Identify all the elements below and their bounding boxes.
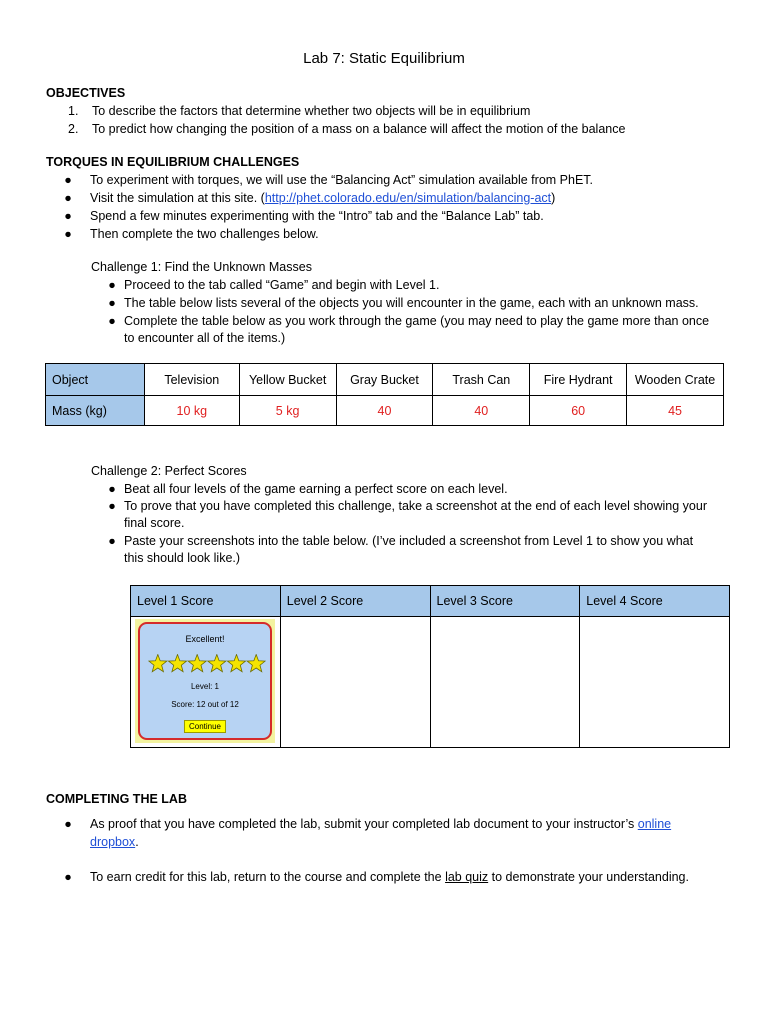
phet-simulation-link[interactable]: http://phet.colorado.edu/en/simulation/balancing-act — [264, 191, 552, 205]
bullet-text: Paste your screenshots into the table below. (I’ve included a screenshot from Level 1 to show you what — [124, 534, 694, 548]
level-1-screenshot — [135, 619, 275, 743]
star-icon — [208, 655, 226, 672]
bullet-item — [106, 497, 707, 515]
mass-cell[interactable]: 5 kg — [239, 396, 336, 426]
objective-item — [68, 102, 530, 120]
bullet-text-end: . — [135, 835, 139, 849]
object-cell: Television — [144, 364, 239, 396]
bullet-text-continued: this should look like.) — [124, 551, 241, 565]
bullet-item — [62, 207, 544, 225]
level-3-screenshot-cell[interactable] — [430, 617, 580, 748]
mass-cell[interactable]: 10 kg — [144, 396, 239, 426]
bullet-text: To experiment with torques, we will use the “Balancing Act” simulation available from PhET. — [90, 173, 594, 187]
bullet-icon: ● — [108, 296, 116, 310]
bullet-icon: ● — [108, 534, 116, 548]
objective-text: To describe the factors that determine whether two objects will be in equilibrium — [92, 104, 531, 118]
bullet-text-continued: final score. — [124, 516, 185, 530]
lab-quiz-link[interactable]: lab quiz — [445, 870, 489, 884]
result-level: Level: 1 — [190, 682, 220, 691]
objective-number: 1. — [68, 104, 79, 118]
level-3-score-header: Level 3 Score — [430, 586, 580, 617]
bullet-item — [62, 868, 689, 886]
completing-heading: COMPLETING THE LAB — [46, 792, 187, 806]
star-rating — [148, 654, 266, 674]
mass-cell[interactable]: 45 — [627, 396, 724, 426]
objective-number: 2. — [68, 122, 79, 136]
bullet-text-continued: to encounter all of the items.) — [124, 331, 286, 345]
bullet-text: Proceed to the tab called “Game” and begin with Level 1. — [124, 278, 440, 292]
star-icon — [247, 655, 265, 672]
mass-cell[interactable]: 40 — [433, 396, 530, 426]
bullet-text-end: to demonstrate your understanding. — [488, 870, 689, 884]
object-cell: Fire Hydrant — [530, 364, 627, 396]
object-row — [46, 364, 724, 396]
bullet-icon: ● — [108, 278, 116, 292]
bullet-text: As proof that you have completed the lab, submit your completed lab document to your instructor’s — [90, 817, 638, 831]
bullet-text: Visit the simulation at this site. ( — [90, 191, 265, 205]
mass-row — [46, 396, 724, 426]
continue-button[interactable]: Continue — [184, 720, 226, 733]
level-4-score-header: Level 4 Score — [580, 586, 730, 617]
level-2-score-header: Level 2 Score — [280, 586, 430, 617]
star-icon — [149, 655, 167, 672]
star-icon — [227, 655, 245, 672]
score-header-row — [131, 586, 730, 617]
bullet-icon: ● — [64, 173, 72, 187]
objectives-heading: OBJECTIVES — [46, 86, 126, 100]
level-1-score-header: Level 1 Score — [131, 586, 281, 617]
star-icon — [188, 655, 206, 672]
mass-cell[interactable]: 60 — [530, 396, 627, 426]
bullet-text-continued — [90, 833, 139, 851]
online-dropbox-link[interactable]: online — [637, 817, 672, 831]
bullet-text: The table below lists several of the objects you will encounter in the game, each with an unknown mass. — [124, 296, 699, 310]
bullet-text: Then complete the two challenges below. — [90, 227, 319, 241]
bullet-icon: ● — [108, 482, 116, 496]
bullet-item — [62, 815, 671, 833]
torques-heading: TORQUES IN EQUILIBRIUM CHALLENGES — [46, 155, 300, 169]
objective-item — [68, 120, 625, 138]
bullet-item — [106, 312, 709, 330]
bullet-icon: ● — [64, 870, 72, 884]
game-result-panel — [138, 622, 272, 740]
bullet-item — [106, 294, 699, 312]
bullet-icon: ● — [108, 499, 116, 513]
object-cell: Wooden Crate — [627, 364, 724, 396]
bullet-text: To prove that you have completed this challenge, take a screenshot at the end of each level showing your — [124, 499, 708, 513]
object-cell: Yellow Bucket — [239, 364, 336, 396]
result-title: Excellent! — [185, 634, 225, 644]
object-cell: Trash Can — [433, 364, 530, 396]
mass-table — [45, 363, 724, 426]
star-icon — [168, 655, 186, 672]
bullet-text: Complete the table below as you work through the game (you may need to play the game more than once — [124, 314, 710, 328]
mass-label: Mass (kg) — [46, 396, 145, 426]
bullet-text-end: ) — [551, 191, 556, 205]
bullet-text: Spend a few minutes experimenting with the “Intro” tab and the “Balance Lab” tab. — [90, 209, 544, 223]
bullet-text: To earn credit for this lab, return to the course and complete the — [90, 870, 446, 884]
bullet-item — [62, 225, 319, 243]
bullet-item — [106, 276, 439, 294]
bullet-item — [62, 189, 555, 207]
mass-cell[interactable]: 40 — [336, 396, 433, 426]
bullet-icon: ● — [64, 227, 72, 241]
result-score: Score: 12 out of 12 — [171, 700, 239, 709]
online-dropbox-link-continued[interactable]: dropbox — [90, 835, 136, 849]
challenge2-heading: Challenge 2: Perfect Scores — [91, 464, 247, 478]
bullet-icon: ● — [108, 314, 116, 328]
bullet-item — [106, 480, 508, 498]
object-cell: Gray Bucket — [336, 364, 433, 396]
challenge1-heading: Challenge 1: Find the Unknown Masses — [91, 260, 312, 274]
level-2-screenshot-cell[interactable] — [280, 617, 430, 748]
bullet-text: Beat all four levels of the game earning a perfect score on each level. — [124, 482, 508, 496]
page-title: Lab 7: Static Equilibrium — [303, 50, 465, 67]
object-label: Object — [46, 364, 145, 396]
bullet-item — [106, 532, 693, 550]
bullet-item — [62, 171, 593, 189]
bullet-icon: ● — [64, 817, 72, 831]
level-4-screenshot-cell[interactable] — [580, 617, 730, 748]
objective-text: To predict how changing the position of a mass on a balance will affect the motion of the balance — [92, 122, 626, 136]
bullet-icon: ● — [64, 209, 72, 223]
bullet-icon: ● — [64, 191, 72, 205]
